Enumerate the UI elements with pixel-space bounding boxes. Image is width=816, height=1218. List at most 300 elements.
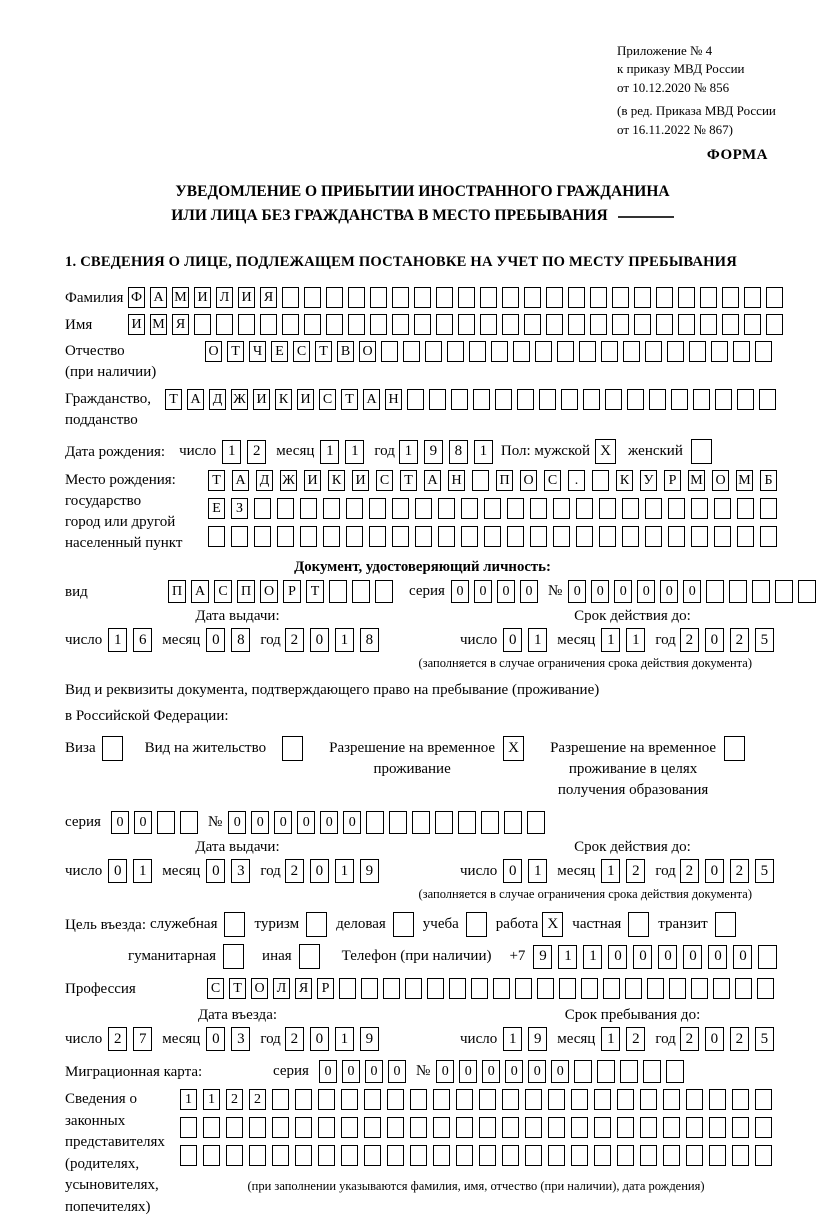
char-cell: 1: [558, 945, 577, 969]
char-cell: [612, 287, 629, 308]
entry-day-input[interactable]: [108, 1027, 152, 1051]
doc-expiry-day-input[interactable]: [503, 628, 547, 652]
char-cell: М: [172, 287, 189, 308]
purpose-tourism-checkbox[interactable]: [306, 912, 327, 937]
purpose-option-label: служебная: [149, 916, 218, 933]
month-label: месяц: [162, 1030, 201, 1047]
doc-issue-year-input[interactable]: [285, 628, 379, 652]
char-cell: [715, 389, 732, 410]
resident-doc-number-input[interactable]: [228, 811, 545, 834]
char-cell: [737, 498, 754, 519]
char-cell: 9: [360, 1027, 379, 1051]
resident-doc-line1: Вид и реквизиты документа, подтверждающего право на пребывание (проживание): [65, 682, 600, 699]
char-cell: [260, 314, 277, 335]
firstname-row: [65, 314, 780, 335]
purpose-option-label: транзит: [658, 916, 708, 933]
temp-residence-education-line3: получения образования: [557, 782, 709, 799]
char-cell: [590, 314, 607, 335]
char-cell: 0: [436, 1060, 454, 1083]
char-cell: 0: [608, 945, 627, 969]
char-cell: [729, 580, 747, 603]
char-cell: [583, 389, 600, 410]
char-cell: Ч: [249, 341, 266, 362]
char-cell: А: [191, 580, 209, 603]
char-cell: [561, 389, 578, 410]
char-cell: [435, 811, 453, 834]
char-cell: [157, 811, 175, 834]
char-cell: [479, 1117, 496, 1138]
char-cell: [436, 314, 453, 335]
char-cell: 0: [705, 628, 724, 652]
identity-doc-dates: [65, 608, 780, 652]
purpose-option-commercial: [336, 912, 414, 937]
char-cell: [456, 1089, 473, 1110]
resident-expiry-year-input[interactable]: [680, 859, 774, 883]
char-cell: [461, 498, 478, 519]
temp-residence-label-line2: проживание: [373, 761, 451, 778]
char-cell: 0: [206, 1027, 225, 1051]
citizenship-row: [65, 389, 780, 431]
char-cell: [668, 498, 685, 519]
char-cell: [375, 580, 393, 603]
purpose-humanitarian-checkbox[interactable]: [223, 944, 244, 969]
char-cell: [370, 314, 387, 335]
entry-month-input[interactable]: [206, 1027, 250, 1051]
phone-label: Телефон (при наличии): [341, 948, 492, 965]
char-cell: 1: [601, 859, 620, 883]
resident-doc-dates: [65, 839, 780, 883]
char-cell: А: [187, 389, 204, 410]
char-cell: 2: [285, 859, 304, 883]
purpose-transit-checkbox[interactable]: [715, 912, 736, 937]
issue-date-title: Дата выдачи:: [195, 839, 280, 856]
birthplace-sub-city: город или другой: [65, 514, 176, 531]
char-cell: [410, 1145, 427, 1166]
char-cell: [318, 1145, 335, 1166]
char-cell: Е: [208, 498, 225, 519]
char-cell: [755, 1117, 772, 1138]
char-cell: [469, 341, 486, 362]
purpose-option-label: гуманитарная: [128, 948, 217, 965]
char-cell: [346, 526, 363, 547]
char-cell: [479, 1145, 496, 1166]
appendix-line: к приказу МВД России: [617, 61, 745, 77]
resident-issue-month-input[interactable]: [206, 859, 250, 883]
temp-residence-education-line2: проживание в целях: [568, 761, 698, 778]
char-cell: [502, 1145, 519, 1166]
doc-number-label: №: [547, 583, 563, 600]
resident-issue-year-input[interactable]: [285, 859, 379, 883]
char-cell: [414, 287, 431, 308]
char-cell: О: [205, 341, 222, 362]
char-cell: 2: [108, 1027, 127, 1051]
char-cell: [502, 1117, 519, 1138]
char-cell: 2: [226, 1089, 243, 1110]
purpose-study-checkbox[interactable]: [466, 912, 487, 937]
char-cell: 8: [449, 440, 468, 464]
char-cell: 0: [633, 945, 652, 969]
char-cell: В: [337, 341, 354, 362]
char-cell: [709, 1145, 726, 1166]
male-checkbox[interactable]: X: [595, 439, 616, 464]
char-cell: [272, 1089, 289, 1110]
char-cell: [387, 1117, 404, 1138]
temp-residence-option: [329, 736, 524, 780]
char-cell: [458, 811, 476, 834]
char-cell: Я: [295, 978, 312, 999]
birth-month-input[interactable]: [320, 440, 364, 464]
char-cell: 0: [568, 580, 586, 603]
char-cell: 2: [285, 628, 304, 652]
phone-prefix: +7: [509, 948, 526, 965]
char-cell: [405, 978, 422, 999]
birth-year-input[interactable]: [399, 440, 493, 464]
resident-expiry-day-input[interactable]: [503, 859, 547, 883]
char-cell: [663, 1089, 680, 1110]
char-cell: [634, 287, 651, 308]
purpose-other-checkbox[interactable]: [299, 944, 320, 969]
char-cell: [461, 526, 478, 547]
legal-input-row2[interactable]: [180, 1117, 772, 1138]
char-cell: [668, 526, 685, 547]
char-cell: 0: [451, 580, 469, 603]
char-cell: М: [736, 470, 753, 491]
char-cell: [433, 1145, 450, 1166]
char-cell: [323, 498, 340, 519]
char-cell: [527, 811, 545, 834]
birthplace-input-row1[interactable]: [208, 470, 777, 491]
char-cell: Т: [341, 389, 358, 410]
char-cell: Я: [260, 287, 277, 308]
char-cell: [576, 498, 593, 519]
month-label: месяц: [557, 631, 596, 648]
char-cell: [640, 1117, 657, 1138]
legal-input-row3[interactable]: [180, 1145, 772, 1166]
char-cell: 0: [297, 811, 315, 834]
char-cell: 2: [730, 1027, 749, 1051]
char-cell: 0: [206, 628, 225, 652]
char-cell: 0: [342, 1060, 360, 1083]
char-cell: 0: [228, 811, 246, 834]
purpose-option-transit: [658, 912, 735, 937]
doc-number-input[interactable]: [568, 580, 816, 603]
char-cell: [691, 498, 708, 519]
char-cell: [590, 287, 607, 308]
profession-label: Профессия: [65, 980, 136, 997]
firstname-input[interactable]: [128, 314, 783, 335]
char-cell: [714, 498, 731, 519]
char-cell: 2: [247, 440, 266, 464]
residence-permit-label: Вид на жительство: [144, 740, 267, 757]
char-cell: И: [253, 389, 270, 410]
char-cell: [515, 978, 532, 999]
char-cell: Ж: [231, 389, 248, 410]
char-cell: [403, 341, 420, 362]
char-cell: О: [520, 470, 537, 491]
migration-series-input[interactable]: [319, 1060, 406, 1083]
stay-year-input[interactable]: [680, 1027, 774, 1051]
char-cell: С: [207, 978, 224, 999]
residence-permit-checkbox[interactable]: [282, 736, 303, 761]
citizenship-input[interactable]: [165, 389, 776, 410]
birthplace-input-row2[interactable]: [208, 498, 777, 519]
char-cell: 1: [345, 440, 364, 464]
char-cell: [238, 314, 255, 335]
birth-day-input[interactable]: [222, 440, 266, 464]
temp-residence-checkbox[interactable]: X: [503, 736, 524, 761]
char-cell: [691, 978, 708, 999]
char-cell: 0: [310, 859, 329, 883]
char-cell: [755, 1145, 772, 1166]
migration-number-input[interactable]: [436, 1060, 684, 1083]
profession-row: [65, 978, 780, 999]
patronymic-label-line1: Отчество: [65, 343, 125, 360]
phone-input[interactable]: [533, 945, 777, 969]
char-cell: 0: [274, 811, 292, 834]
char-cell: Т: [229, 978, 246, 999]
char-cell: [666, 1060, 684, 1083]
char-cell: А: [424, 470, 441, 491]
purpose-option-label: учеба: [422, 916, 459, 933]
section1-heading: 1. СВЕДЕНИЯ О ЛИЦЕ, ПОДЛЕЖАЩЕМ ПОСТАНОВКЕ НА УЧЕТ ПО МЕСТУ ПРЕБЫВАНИЯ: [65, 254, 737, 271]
char-cell: 1: [601, 1027, 620, 1051]
doc-series-input[interactable]: [451, 580, 538, 603]
patronymic-label-line2: (при наличии): [65, 364, 157, 381]
day-label: число: [65, 862, 103, 879]
purpose-option-private: [572, 912, 649, 937]
char-cell: [226, 1145, 243, 1166]
char-cell: [634, 314, 651, 335]
char-cell: [346, 498, 363, 519]
purpose-option-other: [262, 944, 320, 969]
char-cell: [568, 314, 585, 335]
char-cell: С: [293, 341, 310, 362]
char-cell: 1: [528, 628, 547, 652]
entry-year-input[interactable]: [285, 1027, 379, 1051]
char-cell: 0: [528, 1060, 546, 1083]
resident-issue-day-input[interactable]: [108, 859, 152, 883]
citizenship-label-line1: Гражданство,: [65, 391, 152, 408]
char-cell: [581, 978, 598, 999]
resident-doc-series-input[interactable]: [111, 811, 198, 834]
char-cell: [513, 341, 530, 362]
temp-residence-education-option: [550, 736, 745, 801]
char-cell: [535, 341, 552, 362]
char-cell: [364, 1117, 381, 1138]
char-cell: 5: [755, 859, 774, 883]
char-cell: 0: [520, 580, 538, 603]
temp-residence-education-label: [550, 736, 716, 801]
char-cell: 1: [503, 1027, 522, 1051]
birthplace-labels: [65, 470, 208, 554]
number-label: №: [415, 1063, 431, 1080]
visa-checkbox[interactable]: [102, 736, 123, 761]
char-cell: А: [150, 287, 167, 308]
doc-expiry-year-input[interactable]: [680, 628, 774, 652]
temp-residence-education-checkbox[interactable]: [724, 736, 745, 761]
purpose-private-checkbox[interactable]: [628, 912, 649, 937]
char-cell: [507, 526, 524, 547]
char-cell: И: [238, 287, 255, 308]
char-cell: 3: [231, 1027, 250, 1051]
patronymic-input[interactable]: [205, 341, 772, 362]
stay-month-input[interactable]: [601, 1027, 645, 1051]
char-cell: [484, 498, 501, 519]
char-cell: И: [128, 314, 145, 335]
resident-expiry-month-input[interactable]: [601, 859, 645, 883]
char-cell: [517, 389, 534, 410]
char-cell: [686, 1145, 703, 1166]
char-cell: [678, 314, 695, 335]
char-cell: [622, 498, 639, 519]
char-cell: [249, 1145, 266, 1166]
char-cell: [407, 389, 424, 410]
migration-card-row: [65, 1060, 780, 1083]
purpose-business-checkbox[interactable]: [224, 912, 245, 937]
birthplace-input-row3[interactable]: [208, 526, 777, 547]
forma-label: ФОРМА: [706, 147, 768, 163]
char-cell: [369, 526, 386, 547]
char-cell: 0: [505, 1060, 523, 1083]
char-cell: [366, 811, 384, 834]
char-cell: 0: [111, 811, 129, 834]
birthplace-block: [65, 470, 780, 554]
char-cell: [706, 580, 724, 603]
char-cell: Л: [273, 978, 290, 999]
char-cell: [525, 1089, 542, 1110]
char-cell: 1: [601, 628, 620, 652]
char-cell: 0: [497, 580, 515, 603]
stay-day-input[interactable]: [503, 1027, 547, 1051]
char-cell: 1: [108, 628, 127, 652]
char-cell: [574, 1060, 592, 1083]
char-cell: [352, 580, 370, 603]
doc-type-input[interactable]: [168, 580, 393, 603]
char-cell: [605, 389, 622, 410]
purpose-option-tourism: [254, 912, 327, 937]
char-cell: Ж: [280, 470, 297, 491]
female-checkbox[interactable]: [691, 439, 712, 464]
char-cell: [364, 1145, 381, 1166]
char-cell: 0: [388, 1060, 406, 1083]
stay-until-title: Срок пребывания до:: [564, 1007, 701, 1024]
char-cell: [277, 526, 294, 547]
char-cell: 1: [399, 440, 418, 464]
char-cell: П: [496, 470, 513, 491]
char-cell: Л: [216, 287, 233, 308]
char-cell: 0: [637, 580, 655, 603]
profession-input[interactable]: [207, 978, 774, 999]
legal-input-row1[interactable]: [180, 1089, 772, 1110]
purpose-work-checkbox[interactable]: X: [542, 912, 563, 937]
surname-input[interactable]: [128, 287, 783, 308]
char-cell: [691, 526, 708, 547]
temp-residence-label: [329, 736, 495, 780]
doc-issue-day-input[interactable]: [108, 628, 152, 652]
birthplace-sub-settlement: населенный пункт: [65, 535, 183, 552]
char-cell: 0: [474, 580, 492, 603]
char-cell: [502, 287, 519, 308]
residence-permit-option: [145, 736, 303, 761]
expiry-date-title: Срок действия до:: [574, 608, 691, 625]
char-cell: [456, 1117, 473, 1138]
char-cell: [410, 1089, 427, 1110]
doc-issue-month-input[interactable]: [206, 628, 250, 652]
purpose-option-label: частная: [572, 916, 622, 933]
char-cell: 0: [708, 945, 727, 969]
char-cell: [180, 811, 198, 834]
char-cell: [387, 1145, 404, 1166]
char-cell: [755, 341, 772, 362]
surname-label: Фамилия: [65, 289, 124, 306]
char-cell: [208, 526, 225, 547]
char-cell: [744, 314, 761, 335]
char-cell: М: [688, 470, 705, 491]
char-cell: [383, 978, 400, 999]
char-cell: [594, 1145, 611, 1166]
char-cell: 1: [583, 945, 602, 969]
month-label: месяц: [162, 631, 201, 648]
char-cell: 0: [705, 1027, 724, 1051]
char-cell: [686, 1089, 703, 1110]
char-cell: [412, 811, 430, 834]
char-cell: [414, 314, 431, 335]
purpose-commercial-checkbox[interactable]: [393, 912, 414, 937]
resident-doc-types: [65, 736, 780, 801]
char-cell: 0: [310, 1027, 329, 1051]
char-cell: [711, 341, 728, 362]
char-cell: [553, 498, 570, 519]
char-cell: [645, 498, 662, 519]
char-cell: 0: [614, 580, 632, 603]
char-cell: 9: [424, 440, 443, 464]
char-cell: З: [231, 498, 248, 519]
char-cell: [433, 1117, 450, 1138]
char-cell: [645, 526, 662, 547]
char-cell: [180, 1145, 197, 1166]
char-cell: [594, 1117, 611, 1138]
birthdate-row: [65, 439, 780, 464]
char-cell: 0: [108, 859, 127, 883]
legal-label-line: усыновителях,: [65, 1177, 159, 1194]
char-cell: [546, 287, 563, 308]
char-cell: [700, 314, 717, 335]
char-cell: Т: [400, 470, 417, 491]
char-cell: И: [352, 470, 369, 491]
series-label: серия: [65, 814, 101, 831]
char-cell: 0: [683, 580, 701, 603]
month-label: месяц: [557, 1030, 596, 1047]
char-cell: [282, 314, 299, 335]
char-cell: [546, 314, 563, 335]
char-cell: [392, 498, 409, 519]
char-cell: [623, 341, 640, 362]
char-cell: 9: [533, 945, 552, 969]
char-cell: [194, 314, 211, 335]
char-cell: [537, 978, 554, 999]
char-cell: [759, 389, 776, 410]
char-cell: 0: [459, 1060, 477, 1083]
surname-row: [65, 287, 780, 308]
char-cell: [530, 498, 547, 519]
char-cell: [592, 470, 609, 491]
appendix-reference: [617, 42, 776, 139]
char-cell: 0: [319, 1060, 337, 1083]
doc-expiry-month-input[interactable]: [601, 628, 645, 652]
char-cell: 0: [310, 628, 329, 652]
char-cell: [410, 1117, 427, 1138]
legal-label-line: (родителях,: [65, 1155, 140, 1172]
